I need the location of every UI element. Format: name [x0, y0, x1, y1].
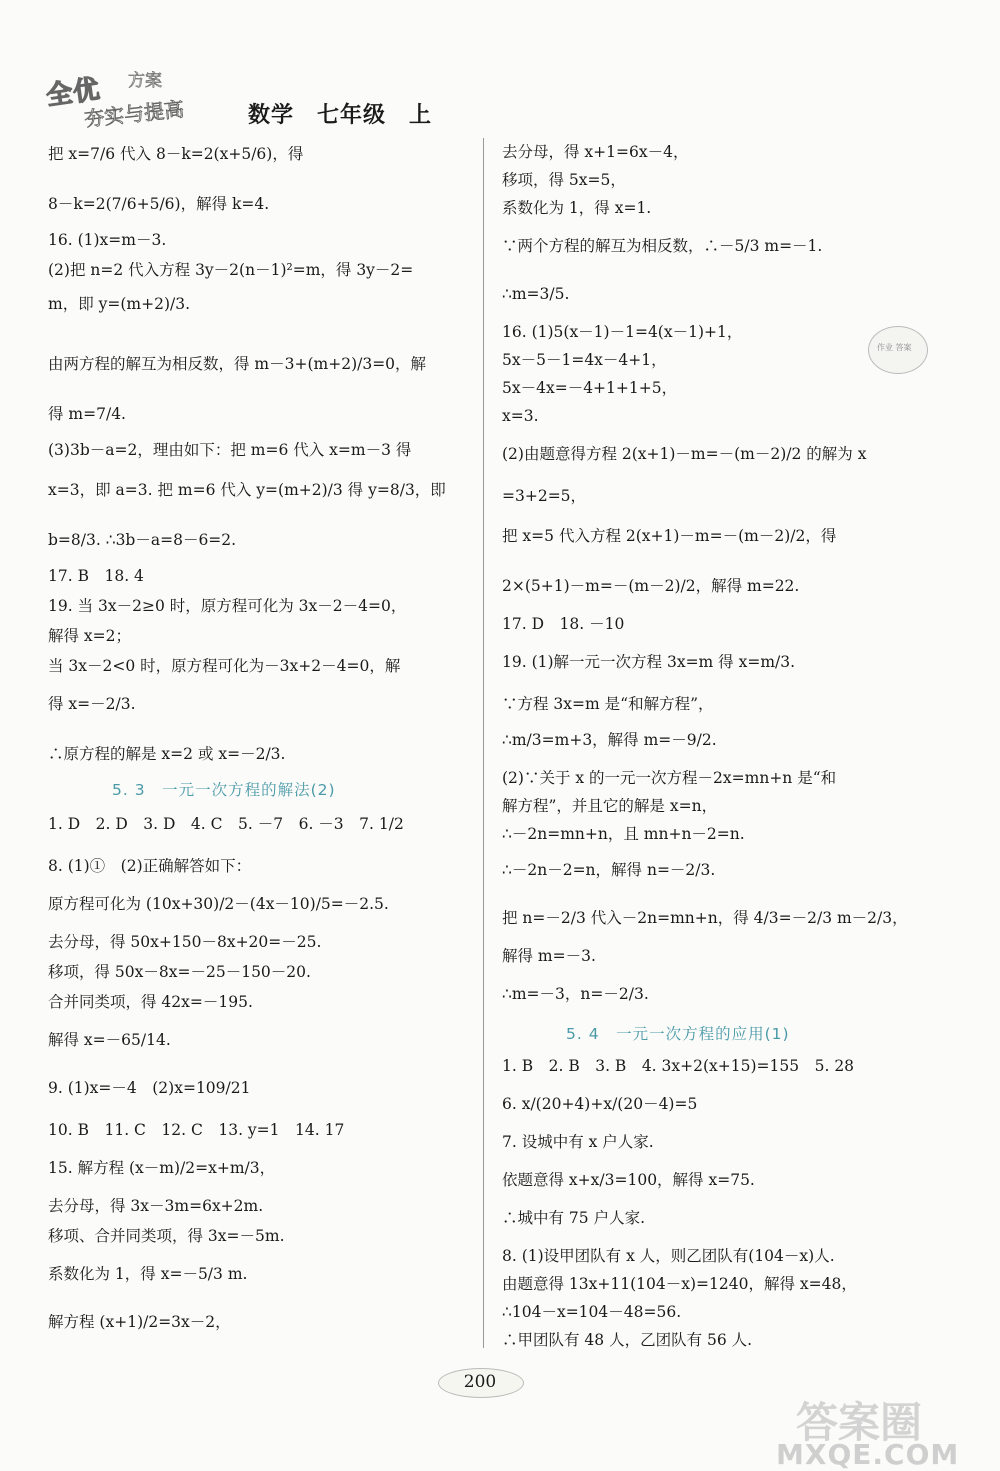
text-line: 系数化为 1，得 x=－5/3 m. [48, 1265, 248, 1283]
text-line: 把 x=7/6 代入 8－k=2(x+5/6)，得 [48, 145, 304, 163]
text-line: ∵两个方程的解互为相反数，∴－5/3 m=－1. [502, 237, 823, 255]
text-line: 解得 x=－65/14. [48, 1031, 171, 1049]
watermark-text: 答案圈 [796, 1398, 923, 1447]
text-line: (3)3b－a=2，理由如下：把 m=6 代入 x=m－3 得 [48, 441, 412, 459]
text-line: 依题意得 x+x/3=100，解得 x=75. [502, 1171, 755, 1189]
brand-logo [22, 62, 232, 132]
section-heading: 5. 4 一元一次方程的应用(1) [566, 1025, 790, 1043]
text-line: 19. (1)解一元一次方程 3x=m 得 x=m/3. [502, 653, 796, 671]
text-line: 8－k=2(7/6+5/6)，解得 k=4. [48, 195, 270, 213]
text-line: m，即 y=(m+2)/3. [48, 295, 191, 313]
stamp-icon [868, 326, 928, 374]
text-line: ∴甲团队有 48 人，乙团队有 56 人. [502, 1331, 753, 1349]
page-number: 200 [463, 1372, 497, 1392]
page-header: 数学 七年级 上 [248, 103, 433, 128]
text-line: ∵方程 3x=m 是“和解方程”， [502, 695, 714, 713]
text-line: =3+2=5， [502, 487, 587, 505]
text-line: 解得 x=2； [48, 627, 132, 645]
text-line: (2)把 n=2 代入方程 3y－2(n－1)²=m，得 3y－2= [48, 261, 414, 279]
text-line: 1. D 2. D 3. D 4. C 5. －7 6. －3 7. 1/2 [48, 815, 404, 833]
text-line: 7. 设城中有 x 户人家. [502, 1133, 654, 1151]
text-line: ∴城中有 75 户人家. [502, 1209, 646, 1227]
text-line: ∴－2n=mn+n，且 mn+n－2=n. [502, 825, 745, 843]
text-line: b=8/3. ∴3b－a=8－6=2. [48, 531, 237, 549]
logo-text-1: 全优 [44, 74, 103, 112]
text-line: 10. B 11. C 12. C 13. y=1 14. 17 [48, 1121, 345, 1139]
text-line: 原方程可化为 (10x+30)/2－(4x－10)/5=－2.5. [48, 895, 389, 913]
text-line: 6. x/(20+4)+x/(20－4)=5 [502, 1095, 698, 1113]
text-line: 系数化为 1，得 x=1. [502, 199, 652, 217]
text-line: 去分母，得 50x+150－8x+20=－25. [48, 933, 322, 951]
text-line: 5x－4x=－4+1+1+5， [502, 379, 678, 397]
text-line: 1. B 2. B 3. B 4. 3x+2(x+15)=155 5. 28 [502, 1057, 855, 1075]
text-line: 把 n=－2/3 代入－2n=mn+n，得 4/3=－2/3 m－2/3， [502, 909, 908, 927]
text-line: 移项，得 50x－8x=－25－150－20. [48, 963, 311, 981]
stamp-text: 作业 答案 [877, 343, 912, 352]
text-line: 2×(5+1)－m=－(m－2)/2，解得 m=22. [502, 577, 800, 595]
text-line: 解方程 (x+1)/2=3x－2， [48, 1313, 231, 1331]
text-line: 去分母，得 x+1=6x－4， [502, 143, 689, 161]
logo-text-3: 夯实与提高 [83, 96, 186, 132]
text-line: ∴m/3=m+3，解得 m=－9/2. [502, 731, 717, 749]
text-line: ∴原方程的解是 x=2 或 x=－2/3. [48, 745, 286, 763]
text-line: 由两方程的解互为相反数，得 m－3+(m+2)/3=0，解 [48, 355, 427, 373]
text-line: 移项、合并同类项，得 3x=－5m. [48, 1227, 285, 1245]
text-line: (2)∵关于 x 的一元一次方程－2x=mn+n 是“和 [502, 769, 837, 787]
text-line: 合并同类项，得 42x=－195. [48, 993, 253, 1011]
text-line: 8. (1)① (2)正确解答如下： [48, 857, 252, 875]
text-line: 由题意得 13x+11(104－x)=1240，解得 x=48， [502, 1275, 857, 1293]
text-line: 解方程”，并且它的解是 x=n， [502, 797, 718, 815]
text-line: ∴m=－3，n=－2/3. [502, 985, 649, 1003]
text-line: 解得 m=－3. [502, 947, 596, 965]
text-line: 16. (1)5(x－1)－1=4(x－1)+1， [502, 323, 743, 341]
text-line: 17. D 18. －10 [502, 615, 625, 633]
logo-text-2: 方案 [128, 71, 162, 91]
text-line: 15. 解方程 (x－m)/2=x+m/3， [48, 1159, 276, 1177]
text-line: 8. (1)设甲团队有 x 人，则乙团队有(104－x)人. [502, 1247, 835, 1265]
section-heading: 5. 3 一元一次方程的解法(2) [112, 781, 336, 799]
text-line: x=3. [502, 407, 539, 425]
watermark-url: MXQE.COM [776, 1438, 960, 1471]
page-number-badge [434, 1366, 526, 1400]
column-divider [483, 138, 484, 1348]
text-line: 移项，得 5x=5， [502, 171, 626, 189]
text-line: 得 x=－2/3. [48, 695, 136, 713]
text-line: 当 3x－2<0 时，原方程可化为－3x+2－4=0，解 [48, 657, 401, 675]
text-line: 17. B 18. 4 [48, 567, 144, 585]
text-line: 16. (1)x=m－3. [48, 231, 167, 249]
text-line: 去分母，得 3x－3m=6x+2m. [48, 1197, 264, 1215]
text-line: ∴104－x=104－48=56. [502, 1303, 682, 1321]
text-line: 把 x=5 代入方程 2(x+1)－m=－(m－2)/2，得 [502, 527, 837, 545]
text-line: 5x－5－1=4x－4+1， [502, 351, 667, 369]
text-line: 9. (1)x=－4 (2)x=109/21 [48, 1079, 251, 1097]
text-line: 19. 当 3x－2≥0 时，原方程可化为 3x－2－4=0， [48, 597, 407, 615]
text-line: x=3，即 a=3. 把 m=6 代入 y=(m+2)/3 得 y=8/3，即 [48, 481, 446, 499]
text-line: 得 m=7/4. [48, 405, 126, 423]
watermark-logo [756, 1390, 976, 1470]
text-line: ∴－2n－2=n，解得 n=－2/3. [502, 861, 716, 879]
text-line: (2)由题意得方程 2(x+1)－m=－(m－2)/2 的解为 x [502, 445, 867, 463]
text-line: ∴m=3/5. [502, 285, 570, 303]
